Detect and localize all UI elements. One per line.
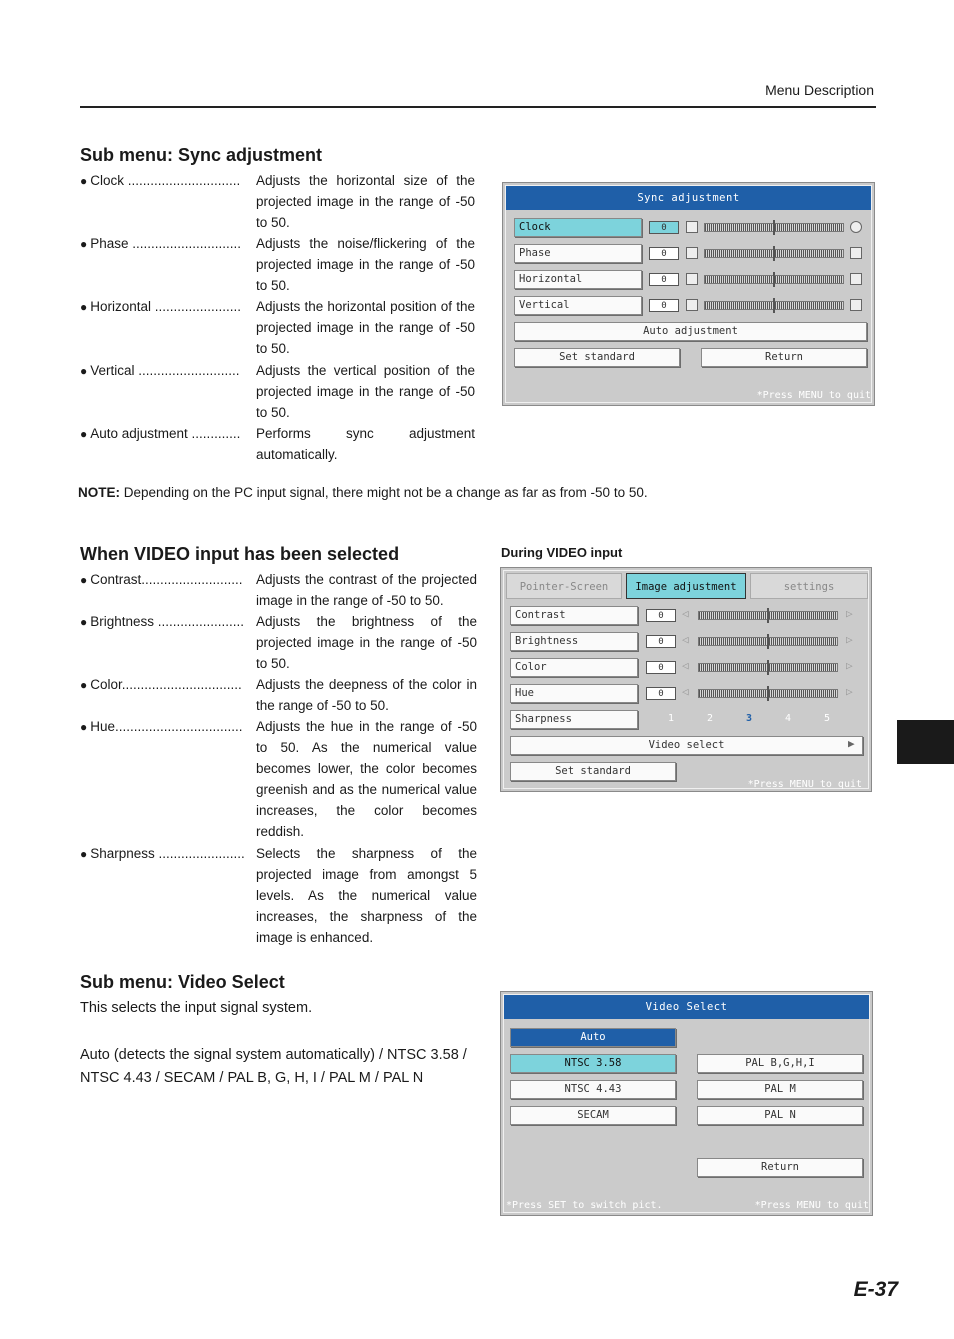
video-item-hue: ● Hue.................................. Adjusts the hue in the range of -50 to 50. As the numerical value becomes lower, the color becomes greenish and as the numerical value increases, the color becomes reddish.: [80, 719, 477, 839]
screen-title: Video Select: [504, 995, 869, 1019]
sharpness-level[interactable]: 1: [668, 713, 675, 724]
quit-hint: *Press MENU to quit: [754, 1200, 869, 1211]
running-header: Menu Description: [765, 82, 874, 98]
clock-icon: [686, 221, 698, 233]
page-number: E-37: [853, 1278, 898, 1301]
pal-bghi-button[interactable]: PAL B,G,H,I: [697, 1054, 863, 1073]
quit-hint: *Press MENU to quit: [747, 779, 862, 790]
quit-hint: *Press MENU to quit: [756, 390, 871, 401]
sync-item-auto: ● Auto adjustment ............. Performs sync adjustment automatically.: [80, 426, 475, 462]
screen-title: Sync adjustment: [506, 186, 871, 210]
bullet-icon: ●: [80, 678, 88, 692]
sync-heading: Sub menu: Sync adjustment: [80, 145, 323, 165]
triangle-right-icon: ▷: [846, 685, 853, 698]
triangle-right-icon: ▷: [846, 659, 853, 672]
header-rule: [80, 106, 876, 108]
tab-settings[interactable]: settings: [750, 573, 868, 599]
bullet-icon: ●: [80, 615, 88, 629]
horizontal-icon: [686, 273, 698, 285]
hue-row[interactable]: Hue: [510, 684, 638, 703]
brightness-row[interactable]: Brightness: [510, 632, 638, 651]
bullet-icon: ●: [80, 300, 88, 314]
clock-value: 0: [649, 221, 679, 234]
vertical-row[interactable]: Vertical: [514, 296, 642, 315]
sync-item-clock: ● Clock .............................. Adjusts the horizontal size of the projected image in the range of -50 to 50.: [80, 173, 475, 230]
hue-value: 0: [646, 687, 676, 700]
slider-center: [767, 660, 769, 675]
triangle-left-icon: ◁: [682, 607, 689, 620]
contrast-row[interactable]: Contrast: [510, 606, 638, 625]
phase-end-icon: [850, 247, 862, 259]
horizontal-value: 0: [649, 273, 679, 286]
slider-center: [767, 634, 769, 649]
clock-row[interactable]: Clock: [514, 218, 642, 237]
slider-center: [767, 686, 769, 701]
bullet-icon: ●: [80, 237, 88, 251]
pal-n-button[interactable]: PAL N: [697, 1106, 863, 1125]
slider-center: [773, 272, 775, 287]
video-item-sharpness: ● Sharpness ....................... Selects the sharpness of the projected image from amongst 5 levels. As the numerical value increases, the sharpness of the image is enhanced.: [80, 846, 477, 945]
triangle-left-icon: ◁: [682, 633, 689, 646]
horizontal-row[interactable]: Horizontal: [514, 270, 642, 289]
phase-value: 0: [649, 247, 679, 260]
slider-center: [773, 298, 775, 313]
switch-hint: *Press SET to switch pict.: [506, 1200, 663, 1211]
return-button[interactable]: Return: [701, 348, 867, 367]
video-select-button[interactable]: Video select: [510, 736, 863, 755]
bullet-icon: ●: [80, 573, 88, 587]
bullet-icon: ●: [80, 427, 88, 441]
tab-pointer-screen[interactable]: Pointer-Screen: [506, 573, 622, 599]
image-adjustment-screen: [500, 567, 872, 792]
phase-icon: [686, 247, 698, 259]
section-thumb-tab: [897, 720, 954, 764]
sync-list: [80, 170, 475, 465]
video-select-options: Auto (detects the signal system automatically) / NTSC 3.58 / NTSC 4.43 / SECAM / PAL B, G, H, I / PAL M / PAL N: [80, 1047, 467, 1086]
horizontal-end-icon: [850, 273, 862, 285]
video-select-heading: Sub menu: Video Select: [80, 972, 285, 992]
color-value: 0: [646, 661, 676, 674]
video-screen-caption: During VIDEO input: [501, 545, 623, 560]
auto-adjustment-button[interactable]: Auto adjustment: [514, 322, 867, 341]
auto-button[interactable]: Auto: [510, 1028, 676, 1047]
bullet-icon: ●: [80, 174, 88, 188]
video-heading: When VIDEO input has been selected: [80, 544, 400, 564]
video-select-intro: This selects the input signal system.: [80, 1000, 313, 1016]
secam-button[interactable]: SECAM: [510, 1106, 676, 1125]
video-list: [80, 569, 477, 948]
arrow-right-icon: ▶: [848, 737, 855, 750]
set-standard-button[interactable]: Set standard: [510, 762, 676, 781]
return-button[interactable]: Return: [697, 1158, 863, 1177]
sync-item-horizontal: ● Horizontal ....................... Adjusts the horizontal position of the projected image in the range of -50 to 50.: [80, 299, 475, 356]
bullet-icon: ●: [80, 847, 88, 861]
slider-center: [773, 246, 775, 261]
slider-center: [773, 220, 775, 235]
sharpness-row[interactable]: Sharpness: [510, 710, 638, 729]
phase-row[interactable]: Phase: [514, 244, 642, 263]
brightness-value: 0: [646, 635, 676, 648]
video-item-brightness: ● Brightness ....................... Adjusts the brightness of the projected image in the range of -50 to 50.: [80, 614, 477, 671]
bullet-icon: ●: [80, 364, 88, 378]
tab-image-adjustment[interactable]: Image adjustment: [626, 573, 746, 599]
triangle-left-icon: ◁: [682, 685, 689, 698]
slider-center: [767, 608, 769, 623]
sharpness-level-current[interactable]: 3: [746, 713, 753, 724]
triangle-left-icon: ◁: [682, 659, 689, 672]
video-select-screen: [500, 991, 873, 1216]
triangle-right-icon: ▷: [846, 607, 853, 620]
vertical-end-icon: [850, 299, 862, 311]
vertical-value: 0: [649, 299, 679, 312]
sharpness-level[interactable]: 5: [824, 713, 831, 724]
contrast-value: 0: [646, 609, 676, 622]
bullet-icon: ●: [80, 720, 88, 734]
clock-end-icon: [850, 221, 862, 233]
ntsc-358-button[interactable]: NTSC 3.58: [510, 1054, 676, 1073]
vertical-icon: [686, 299, 698, 311]
pal-m-button[interactable]: PAL M: [697, 1080, 863, 1099]
note: NOTE: Depending on the PC input signal, there might not be a change as far as from -50 to 50.: [78, 485, 648, 500]
sync-adjustment-screen: [502, 182, 875, 406]
color-row[interactable]: Color: [510, 658, 638, 677]
sharpness-level[interactable]: 4: [785, 713, 792, 724]
ntsc-443-button[interactable]: NTSC 4.43: [510, 1080, 676, 1099]
triangle-right-icon: ▷: [846, 633, 853, 646]
set-standard-button[interactable]: Set standard: [514, 348, 680, 367]
sharpness-level[interactable]: 2: [707, 713, 714, 724]
video-item-contrast: ● Contrast........................... Adjusts the contrast of the projected image in the range of -50 to 50.: [80, 572, 477, 608]
sync-item-vertical: ● Vertical ........................... Adjusts the vertical position of the projected image in the range of -50 to 50.: [80, 363, 475, 420]
video-item-color: ● Color................................ Adjusts the deepness of the color in the range of -50 to 50.: [80, 677, 477, 713]
sync-item-phase: ● Phase ............................. Adjusts the noise/flickering of the projected image in the range of -50 to 50.: [80, 236, 475, 293]
